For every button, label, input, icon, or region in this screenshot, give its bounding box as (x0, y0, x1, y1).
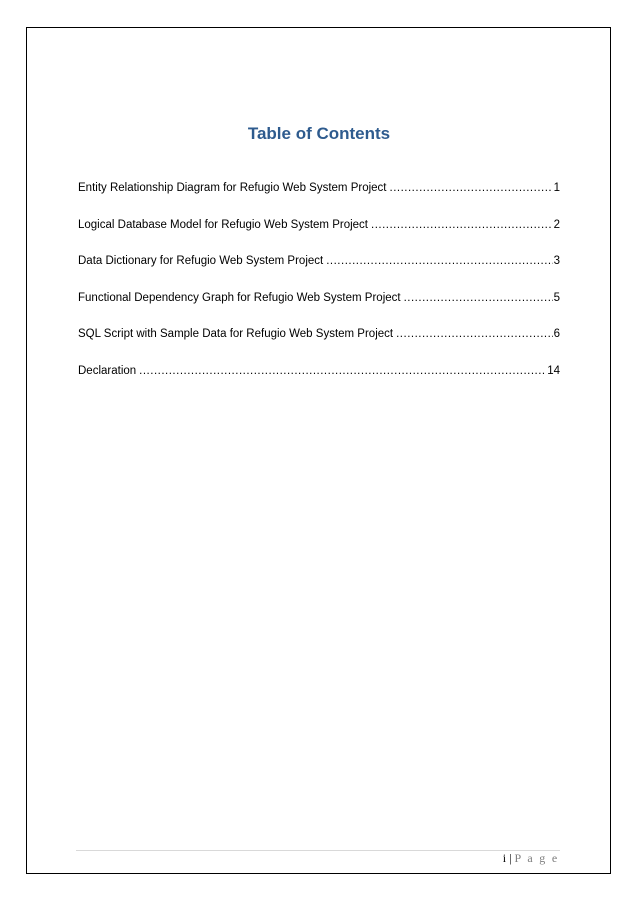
toc-entry-page: 3 (553, 255, 560, 267)
toc-entry-page: 6 (553, 328, 560, 340)
toc-entry-label: Data Dictionary for Refugio Web System Project (78, 255, 324, 267)
toc-entry-label: Declaration (78, 364, 137, 377)
toc-dot-leader (404, 292, 553, 304)
toc-entry-declaration[interactable] (78, 365, 560, 402)
toc-entry-page: 1 (553, 182, 560, 194)
toc-entry-er-diagram[interactable] (78, 182, 560, 219)
toc-dot-leader (371, 219, 553, 231)
toc-entry-sql-script[interactable] (78, 328, 560, 365)
toc-dot-leader (139, 365, 546, 377)
toc-entry-label: Logical Database Model for Refugio Web System Project (78, 218, 368, 231)
footer-roman-number: i (502, 851, 507, 865)
toc-entry-label: SQL Script with Sample Data for Refugio Web System Project (78, 328, 394, 340)
footer-rule (76, 850, 560, 851)
toc-dot-leader (326, 255, 552, 267)
toc-entry-page: 5 (553, 291, 560, 304)
toc-entry-logical-model[interactable] (78, 219, 560, 256)
footer-separator: | (509, 851, 512, 865)
toc-entry-label: Entity Relationship Diagram for Refugio Web System Project (78, 182, 387, 194)
toc-title: Table of Contents (247, 124, 391, 143)
toc-dot-leader (396, 328, 552, 340)
toc-list (78, 182, 560, 401)
toc-entry-page: 2 (553, 218, 560, 231)
toc-entry-data-dictionary[interactable] (78, 255, 560, 292)
footer-page-number (503, 851, 559, 866)
toc-entry-dependency-graph[interactable] (78, 292, 560, 329)
toc-entry-page: 14 (547, 364, 560, 377)
footer-page-word: P a g e (514, 851, 559, 865)
page-border (26, 27, 611, 874)
toc-entry-label: Functional Dependency Graph for Refugio Web System Project (78, 291, 401, 304)
toc-dot-leader (390, 182, 553, 194)
